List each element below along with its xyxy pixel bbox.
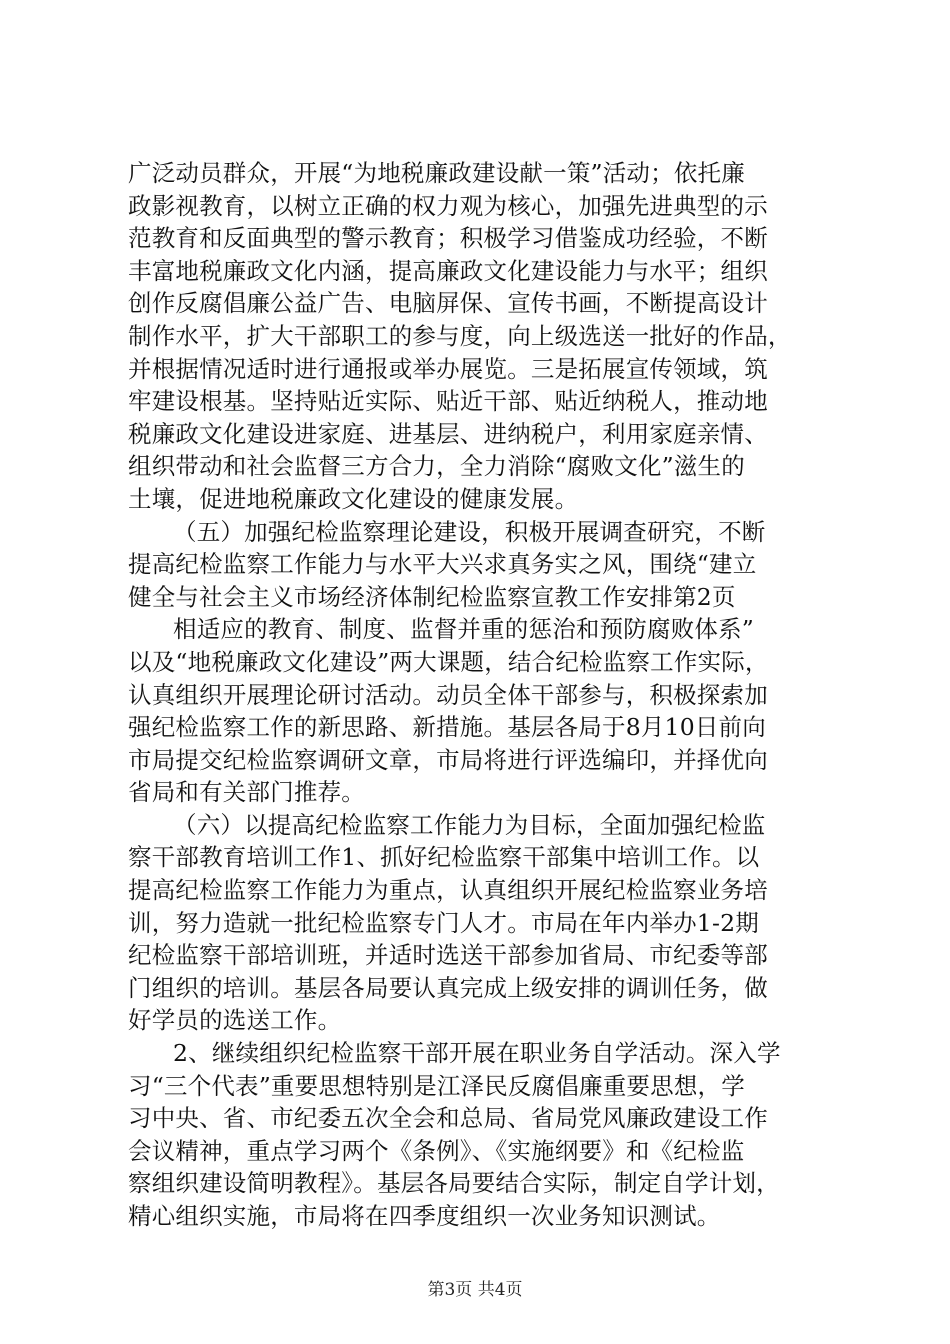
text-line: 健全与社会主义市场经济体制纪检监察宣教工作安排第2页 bbox=[128, 582, 736, 611]
text-line: 好学员的选送工作。 bbox=[128, 1006, 342, 1035]
text-line: 省局和有关部门推荐。 bbox=[128, 778, 365, 807]
text-line: 提高纪检监察工作能力与水平大兴求真务实之风，围绕“建立 bbox=[128, 550, 757, 579]
text-line: 并根据情况适时进行通报或举办展览。三是拓展宣传领域，筑 bbox=[128, 354, 768, 383]
text-line: 训，努力造就一批纪检监察专门人才。市局在年内举办1-2期 bbox=[128, 908, 759, 937]
page-footer bbox=[0, 1275, 950, 1300]
text-line: 门组织的培训。基层各局要认真完成上级安排的调训任务，做 bbox=[128, 973, 768, 1002]
section-heading-line: （五）加强纪检监察理论建设，积极开展调查研究，不断 bbox=[173, 517, 766, 546]
text-line: 制作水平，扩大干部职工的参与度，向上级选送一批好的作品， bbox=[128, 321, 792, 350]
section-heading-line: （六）以提高纪检监察工作能力为目标，全面加强纪检监 bbox=[173, 810, 766, 839]
text-line: 广泛动员群众，开展“为地税廉政建设献一策”活动；依托廉 bbox=[128, 159, 745, 187]
text-line: 土壤，促进地税廉政文化建设的健康发展。 bbox=[128, 484, 579, 513]
text-line: 察干部教育培训工作1、抓好纪检监察干部集中培训工作。以 bbox=[128, 843, 760, 872]
text-line: 组织带动和社会监督三方合力，全力消除“腐败文化”滋生的 bbox=[128, 452, 745, 481]
text-line: 市局提交纪检监察调研文章，市局将进行评选编印，并择优向 bbox=[128, 745, 768, 774]
text-line: 以及“地税廉政文化建设”两大课题，结合纪检监察工作实际， bbox=[128, 647, 769, 676]
text-line: 认真组织开展理论研讨活动。动员全体干部参与，积极探索加 bbox=[128, 680, 768, 709]
text-line: 提高纪检监察工作能力为重点，认真组织开展纪检监察业务培 bbox=[128, 876, 768, 905]
text-line: 创作反腐倡廉公益广告、电脑屏保、宣传书画，不断提高设计 bbox=[128, 289, 768, 318]
text-line: 会议精神，重点学习两个《条例》、《实施纲要》和《纪检监 bbox=[128, 1136, 745, 1165]
text-line: 相适应的教育、制度、监督并重的惩治和预防腐败体系” bbox=[173, 615, 755, 644]
text-line: 税廉政文化建设进家庭、进基层、进纳税户，利用家庭亲情、 bbox=[128, 419, 768, 448]
text-line: 习“三个代表”重要思想特别是江泽民反腐倡廉重要思想，学 bbox=[128, 1071, 745, 1100]
text-line: 2、继续组织纪检监察干部开展在职业务自学活动。深入学 bbox=[173, 1039, 781, 1068]
text-line: 察组织建设简明教程》。基层各局要结合实际，制定自学计划， bbox=[128, 1169, 780, 1198]
text-line: 纪检监察干部培训班，并适时选送干部参加省局、市纪委等部 bbox=[128, 941, 768, 970]
body-text bbox=[128, 157, 838, 1233]
page-number: 第3页 共4页 bbox=[427, 1280, 523, 1300]
text-line: 精心组织实施，市局将在四季度组织一次业务知识测试。 bbox=[128, 1202, 721, 1230]
text-line: 牢建设根基。坚持贴近实际、贴近干部、贴近纳税人，推动地 bbox=[128, 387, 768, 416]
text-line: 习中央、省、市纪委五次全会和总局、省局党风廉政建设工作 bbox=[128, 1104, 768, 1133]
text-line: 强纪检监察工作的新思路、新措施。基层各局于8月10日前向 bbox=[128, 713, 766, 742]
text-line: 范教育和反面典型的警示教育；积极学习借鉴成功经验，不断 bbox=[128, 224, 768, 253]
text-line: 政影视教育，以树立正确的权力观为核心，加强先进典型的示 bbox=[128, 191, 768, 220]
text-line: 丰富地税廉政文化内涵，提高廉政文化建设能力与水平；组织 bbox=[128, 256, 768, 285]
